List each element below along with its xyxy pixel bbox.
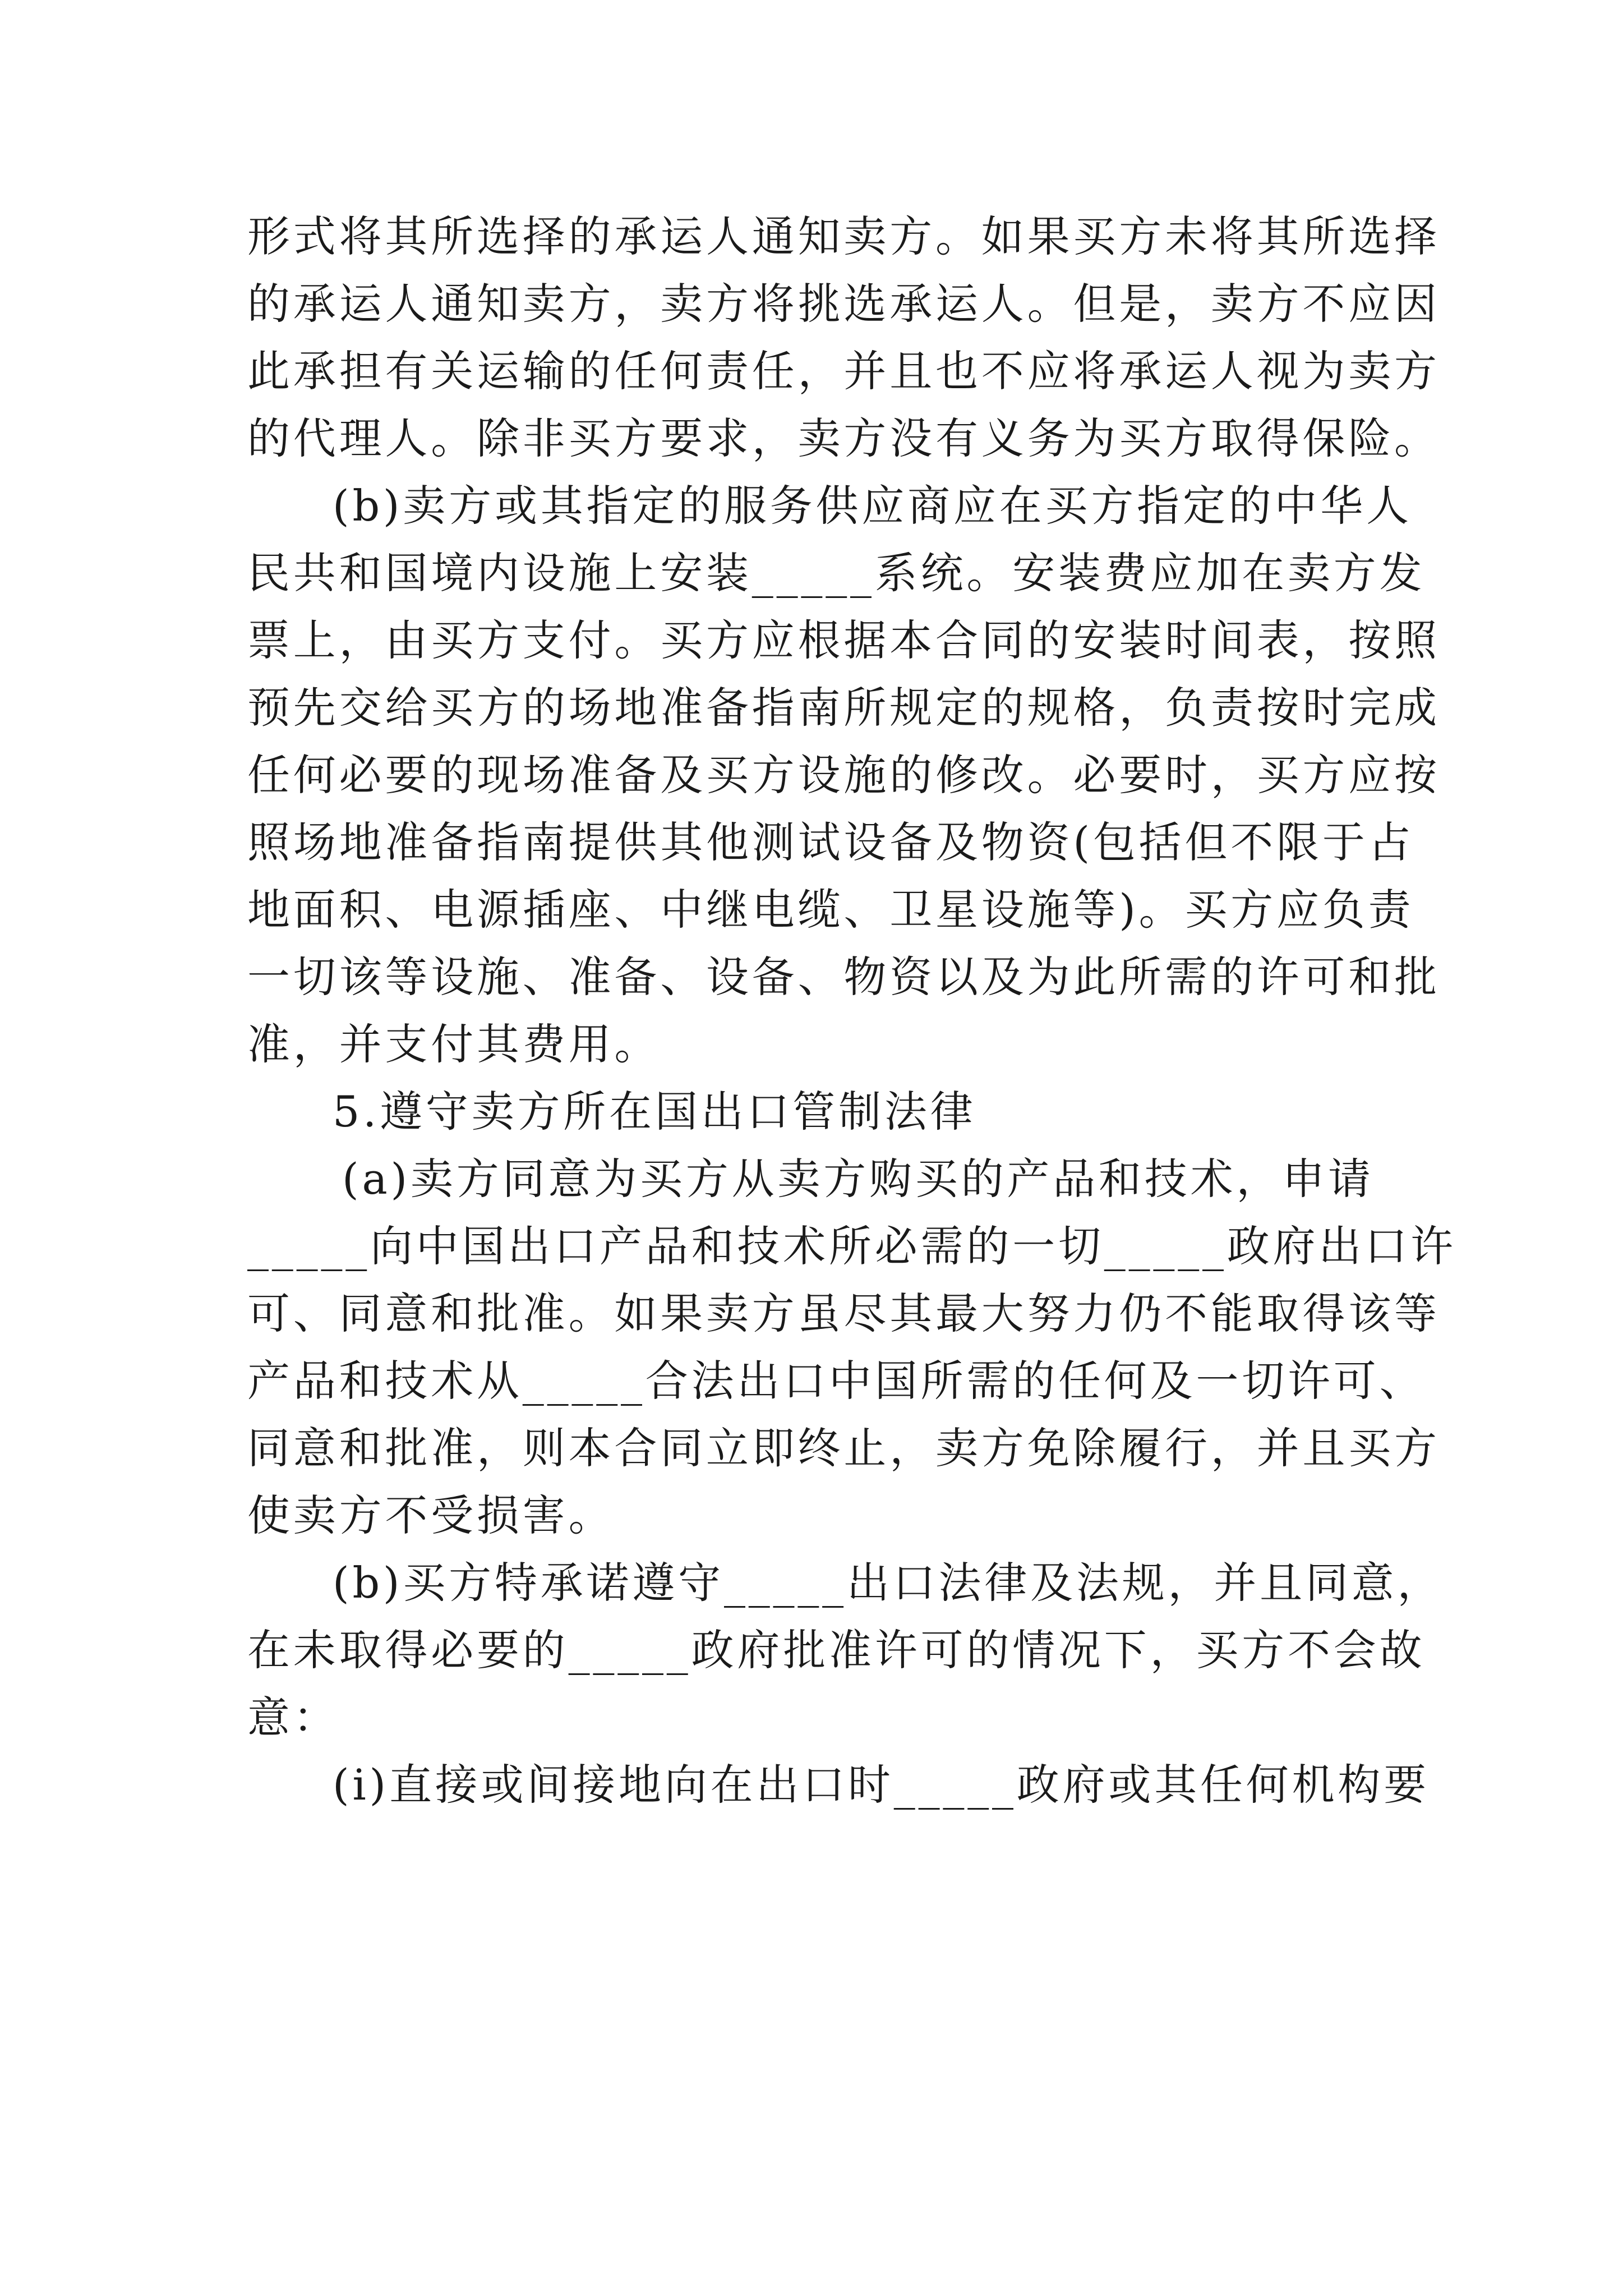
- text-line: 一切该等设施、准备、设备、物资以及为此所需的许可和批: [247, 952, 1440, 1002]
- paragraph-start-b: (b)卖方或其指定的服务供应商应在买方指定的中华人: [333, 481, 1412, 531]
- document-body: [247, 203, 1456, 1819]
- text-line: 照场地准备指南提供其他测试设备及物资(包括但不限于占: [247, 817, 1414, 867]
- text-line: 形式将其所选择的承运人通知卖方。如果买方未将其所选择: [247, 211, 1440, 261]
- text-line: 意：: [247, 1692, 339, 1742]
- paragraph-start-i: (i)直接或间接地向在出口时_____政府或其任何机构要: [333, 1760, 1430, 1810]
- text-line: 使卖方不受损害。: [247, 1490, 615, 1540]
- text-line: 民共和国境内设施上安装_____系统。安装费应加在卖方发: [247, 548, 1426, 598]
- text-line: 此承担有关运输的任何责任，并且也不应将承运人视为卖方: [247, 346, 1440, 396]
- text-line: 可、同意和批准。如果卖方虽尽其最大努力仍不能取得该等: [247, 1289, 1440, 1338]
- text-line: 票上，由买方支付。买方应根据本合同的安装时间表，按照: [247, 615, 1440, 665]
- text-line: 在未取得必要的_____政府批准许可的情况下，买方不会故: [247, 1625, 1426, 1675]
- section-heading: 5.遵守卖方所在国出口管制法律: [333, 1087, 976, 1137]
- text-line: 准，并支付其费用。: [247, 1019, 661, 1069]
- text-line: 同意和批准，则本合同立即终止，卖方免除履行，并且买方: [247, 1423, 1440, 1473]
- paragraph-start-a: (a)卖方同意为买方从卖方购买的产品和技术，申请: [342, 1154, 1374, 1204]
- text-line: _____向中国出口产品和技术所必需的一切_____政府出口许: [247, 1221, 1456, 1271]
- text-line: 的承运人通知卖方，卖方将挑选承运人。但是，卖方不应因: [247, 279, 1440, 329]
- text-line: 的代理人。除非买方要求，卖方没有义务为买方取得保险。: [247, 413, 1440, 463]
- text-line: 地面积、电源插座、中继电缆、卫星设施等)。买方应负责: [247, 885, 1414, 935]
- paragraph-start-b2: (b)买方特承诺遵守_____出口法律及法规，并且同意，: [333, 1558, 1444, 1608]
- text-line: 产品和技术从_____合法出口中国所需的任何及一切许可、: [247, 1356, 1426, 1406]
- text-line: 预先交给买方的场地准备指南所规定的规格，负责按时完成: [247, 683, 1440, 733]
- text-line: 任何必要的现场准备及买方设施的修改。必要时，买方应按: [247, 750, 1440, 800]
